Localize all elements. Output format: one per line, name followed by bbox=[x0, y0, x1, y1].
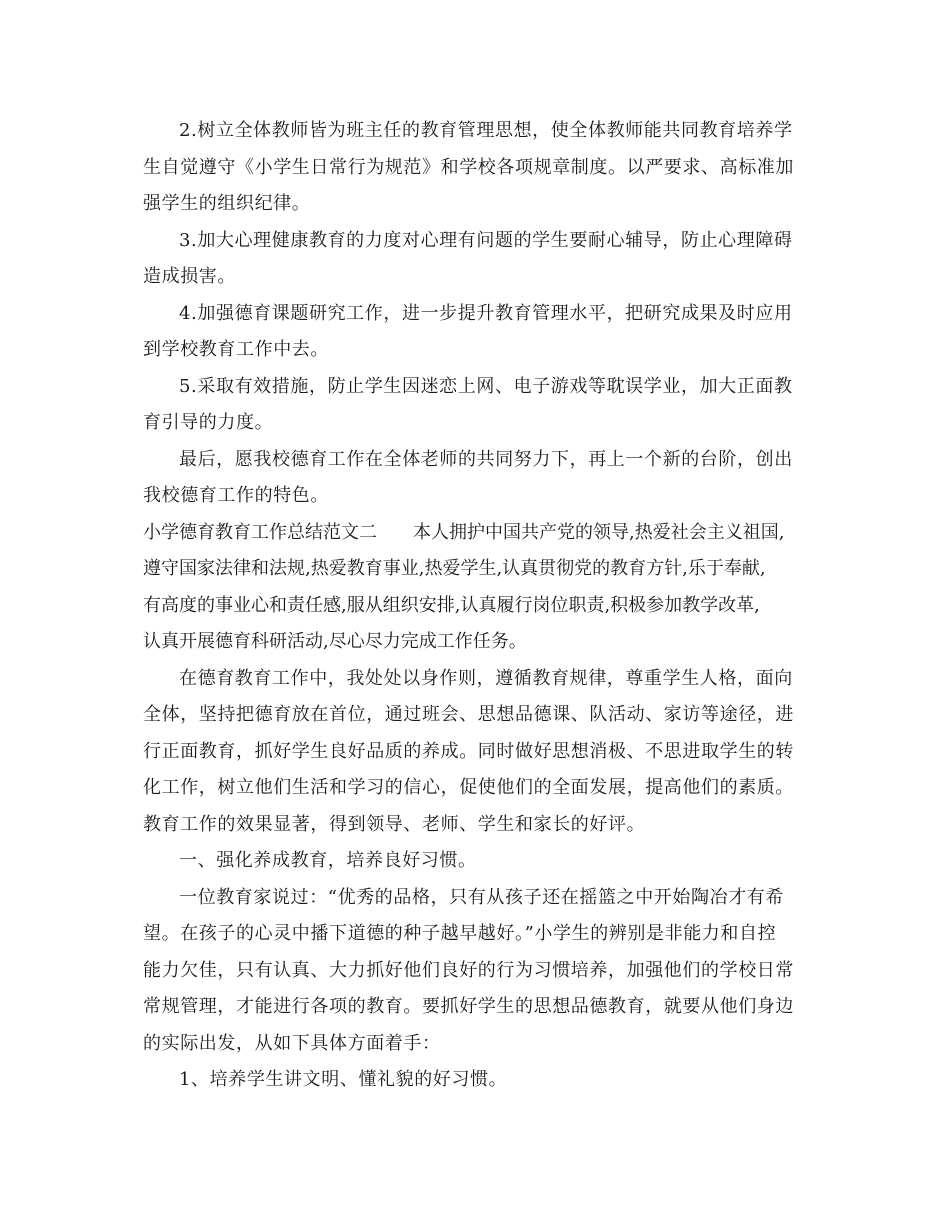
subheading-line: 一、强化养成教育，培养良好习惯。 bbox=[179, 850, 477, 871]
text-line: 我校德育工作的特色。 bbox=[143, 485, 329, 506]
text-line: 常规管理，才能进行各项的教育。要抓好学生的思想品德教育，就要从他们身边 bbox=[143, 996, 794, 1017]
text-line: 3.加大心理健康教育的力度对心理有问题的学生要耐心辅导，防止心理障碍 bbox=[179, 230, 793, 251]
text-line: 一位教育家说过：“优秀的品格，只有从孩子还在摇篮之中开始陶冶才有希 bbox=[179, 887, 784, 908]
text-line: 生自觉遵守《小学生日常行为规范》和学校各项规章制度。以严要求、高标准加 bbox=[143, 157, 794, 178]
text-line: 的实际出发，从如下具体方面着手： bbox=[143, 1033, 441, 1054]
text-line: 遵守国家法律和法规,热爱教育事业,热爱学生,认真贯彻党的教育方针,乐于奉献, bbox=[143, 558, 766, 579]
text-line: 2.树立全体教师皆为班主任的教育管理思想，使全体教师能共同教育培养学 bbox=[179, 120, 793, 141]
text-line: 最后，愿我校德育工作在全体老师的共同努力下，再上一个新的台阶，创出 bbox=[179, 449, 793, 470]
text-line: 5.采取有效措施，防止学生因迷恋上网、电子游戏等耽误学业，加大正面教 bbox=[179, 376, 793, 397]
text-line: 强学生的组织纪律。 bbox=[143, 193, 311, 214]
list-item-line: 1、培养学生讲文明、懂礼貌的好习惯。 bbox=[179, 1069, 508, 1090]
text-line: 认真开展德育科研活动,尽心尽力完成工作任务。 bbox=[143, 631, 527, 652]
text-line: 造成损害。 bbox=[143, 266, 236, 287]
text-line: 教育工作的效果显著，得到领导、老师、学生和家长的好评。 bbox=[143, 814, 646, 835]
text-line: 化工作，树立他们生活和学习的信心，促使他们的全面发展，提高他们的素质。 bbox=[143, 777, 794, 798]
text-line: 育引导的力度。 bbox=[143, 412, 274, 433]
text-line: 有高度的事业心和责任感,服从组织安排,认真履行岗位职责,积极参加教学改革, bbox=[143, 595, 760, 616]
text-line: 到学校教育工作中去。 bbox=[143, 339, 329, 360]
text-line: 全体，坚持把德育放在首位，通过班会、思想品德课、队活动、家访等途径，进 bbox=[143, 704, 794, 725]
text-line: 能力欠佳，只有认真、大力抓好他们良好的行为习惯培养，加强他们的学校日常 bbox=[143, 960, 794, 981]
text-line: 行正面教育，抓好学生良好品质的养成。同时做好思想消极、不思进取学生的转 bbox=[143, 741, 794, 762]
section-heading-line: 小学德育教育工作总结范文二 本人拥护中国共产党的领导,热爱社会主义祖国, bbox=[143, 522, 785, 543]
text-line: 4.加强德育课题研究工作，进一步提升教育管理水平，把研究成果及时应用 bbox=[179, 303, 793, 324]
text-line: 在德育教育工作中，我处处以身作则，遵循教育规律，尊重学生人格，面向 bbox=[179, 668, 793, 689]
text-line: 望。在孩子的心灵中播下道德的种子越早越好。”小学生的辨别是非能力和自控 bbox=[143, 923, 777, 944]
